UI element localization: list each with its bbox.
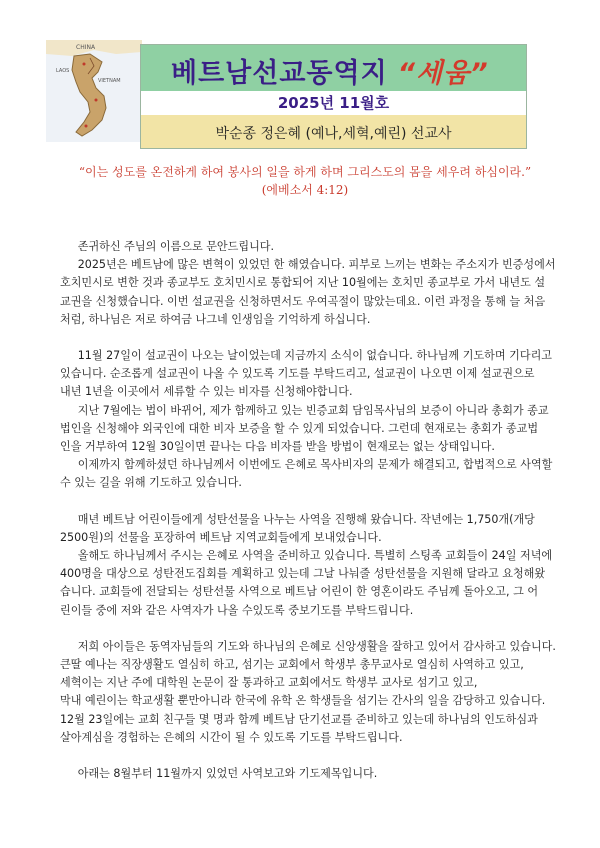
title-text: 베트남선교동역지 [171, 58, 388, 89]
paragraph-year-changes: 2025년은 베트남에 많은 변혁이 있었던 한 해였습니다. 피부로 느끼는 변화는 주소지가 빈증성에서 호치민시로 변한 것과 종교부도 호치민시로 통합되어 지난 10월에는 호치민 종교부로 가서 내년도 설 교권을 신청했습니다. 이번 설교권을 신청하면서도 우여곡절이 많았는데요. 이런 과정을 통해 늘 처음 처럼, 하나님은 저로 하여금 나그네 인생임을 기억하게 하십니다. [60, 258, 556, 326]
paragraph-permit: 11월 27일이 설교권이 나오는 날이었는데 지금까지 소식이 없습니다. 하나님께 기도하며 기다리고 있습니다. 순조롭게 설교권이 나올 수 있도록 기도를 부탁드리고, 설교권이 나오면 이제 설교권으로 내년 1년을 이곳에서 세류할 수 있는 비자를 신청해야합니다. [60, 349, 553, 399]
paragraph-closing: 아래는 8월부터 11월까지 있었던 사역보고와 기도제목입니다. [77, 767, 378, 781]
paragraph-visa-law: 지난 7월에는 법이 바뀌어, 제가 함께하고 있는 빈증교회 담임목사님의 보증이 아니라 총회가 종교 법인을 신청해야 외국인에 대한 비자 보증을 할 수 있게 되었습니다. 그런데 현재로는 총회가 종교법 인을 거부하여 12월 30일이면 끝나는 다음 비자를 받을 방법이 현재로는 없는 상태입니다. [60, 403, 549, 454]
vietnam-map-image [46, 40, 142, 142]
issue-date: 2025년 11월호 [277, 94, 390, 112]
newsletter-header [140, 44, 527, 149]
paragraph-visa-prayer: 이제까지 함께하셨던 하나님께서 이번에도 은혜로 목사비자의 문제가 해결되고, 합법적으로 사역할 수 있는 길을 위해 기도하고 있습니다. [60, 458, 553, 490]
map-label-china: CHINA [76, 44, 96, 51]
paragraph-christmas-gifts: 매년 베트남 어린이들에게 성탄선물을 나누는 사역을 진행해 왔습니다. 작년에는 1,750개(개당 2500원)의 선물을 포장하여 베트남 지역교회들에게 보내었습니다. [60, 512, 535, 544]
title-accent: “세움” [397, 58, 489, 89]
paragraph-christmas-event: 올해도 하나님께서 주시는 은혜로 사역을 준비하고 있습니다. 특별히 스팅족 교회들이 24일 저녁에 400명을 대상으로 성탄전도집회를 계획하고 있는데 그날 나눠줄 성탄선물을 지원해 달라고 요청해왔 습니다. 교회들에 전달되는 성탄선물 사역으로 베트남 어린이 한 영혼이라도 주님께 돌아오고, 그 어 린이들 중에 저와 같은 사역자가 나올 수있도록 중보기도를 부탁드립니다. [60, 549, 553, 617]
newsletter-title [171, 51, 489, 90]
missionary-names: 박순종 정은혜 (예나,세혁,예린) 선교사 [215, 126, 452, 142]
paragraph-family: 저희 아이들은 동역자님들의 기도와 하나님의 은혜로 신앙생활을 잘하고 있어서 감사하고 있습니다. 큰딸 예나는 직장생활도 열심히 하고, 섬기는 교회에서 학생부 총무교사로 열심히 사역하고 있고, 세혁이는 지난 주에 대학원 논문이 잘 통과하고 교회에서도 학생부 교사로 섬기고 있고, 막내 예린이는 학교생활 뿐만아니라 한국에 유학 온 학생들을 섬기는 간사의 일을 감당하고 있습니다. 12월 23일에는 교회 친구들 몇 명과 함께 베트남 단기선교를 준비하고 있는데 하나님의 인도하심과 살아계심을 경험하는 은혜의 시간이 될 수 있도록 기도를 부탁드립니다. [60, 639, 556, 744]
letter-body [60, 238, 556, 783]
map-label-vietnam: VIETNAM [98, 78, 121, 84]
verse-text: “이는 성도를 온전하게 하여 봉사의 일을 하게 하며 그리스도의 몸을 세우려 하심이라.” [78, 165, 532, 179]
paragraph-greeting: 존귀하신 주님의 이름으로 문안드립니다. [77, 240, 275, 253]
bible-verse [60, 163, 550, 199]
verse-reference: (에베소서 4:12) [261, 183, 349, 197]
map-label-laos: LAOS [56, 68, 70, 74]
